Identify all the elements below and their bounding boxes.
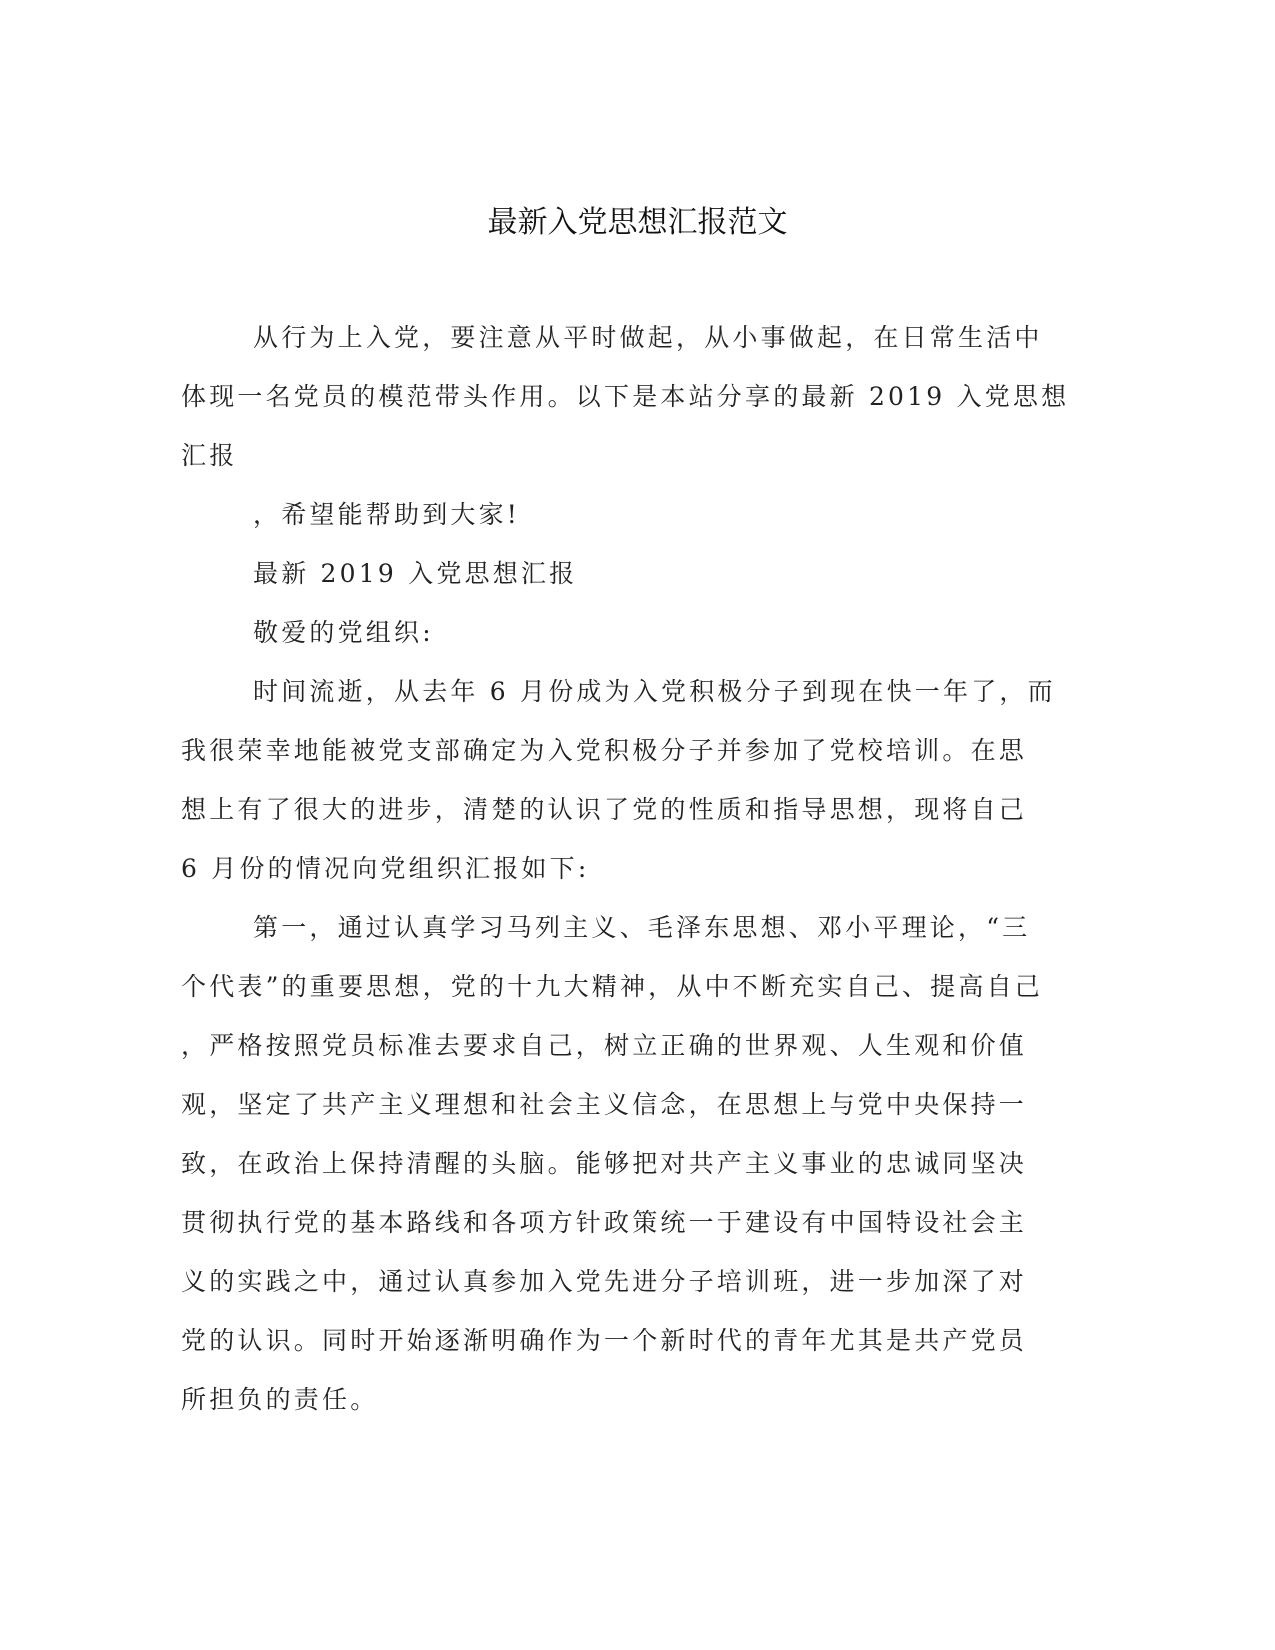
- body-line: 时间流逝，从去年 6 月份成为入党积极分子到现在快一年了，而: [253, 677, 1056, 706]
- body-line: 体现一名党员的模范带头作用。以下是本站分享的最新 2019 入党思想: [181, 382, 1070, 411]
- body-line: 致，在政治上保持清醒的头脑。能够把对共产主义事业的忠诚同坚决: [181, 1149, 1028, 1178]
- body-line: 贯彻执行党的基本路线和各项方针政策统一于建设有中国特设社会主: [181, 1208, 1028, 1237]
- body-line: 第一，通过认真学习马列主义、毛泽东思想、邓小平理论，“三: [253, 913, 1031, 942]
- body-line: 义的实践之中，通过认真参加入党先进分子培训班，进一步加深了对: [181, 1267, 1028, 1296]
- body-line: 个代表”的重要思想，党的十九大精神，从中不断充实自己、提高自己: [181, 972, 1043, 1001]
- document-title: 最新入党思想汇报范文: [487, 205, 788, 240]
- body-line: 最新 2019 入党思想汇报: [253, 559, 578, 588]
- document-body: [181, 318, 1070, 1439]
- body-line: 想上有了很大的进步，清楚的认识了党的性质和指导思想，现将自己: [181, 795, 1028, 824]
- body-line: ，严格按照党员标准去要求自己，树立正确的世界观、人生观和价值: [181, 1031, 1028, 1060]
- body-line: ，希望能帮助到大家!: [253, 500, 521, 529]
- salutation: 敬爱的党组织:: [253, 618, 434, 647]
- body-line: 观，坚定了共产主义理想和社会主义信念，在思想上与党中央保持一: [181, 1090, 1028, 1119]
- body-line: 所担负的责任。: [181, 1385, 379, 1414]
- body-line: 党的认识。同时开始逐渐明确作为一个新时代的青年尤其是共产党员: [181, 1326, 1028, 1355]
- body-line: 6 月份的情况向党组织汇报如下:: [181, 854, 590, 883]
- body-line: 汇报: [181, 441, 238, 470]
- body-line: 从行为上入党，要注意从平时做起，从小事做起，在日常生活中: [253, 323, 1043, 352]
- body-line: 我很荣幸地能被党支部确定为入党积极分子并参加了党校培训。在思: [181, 736, 1028, 765]
